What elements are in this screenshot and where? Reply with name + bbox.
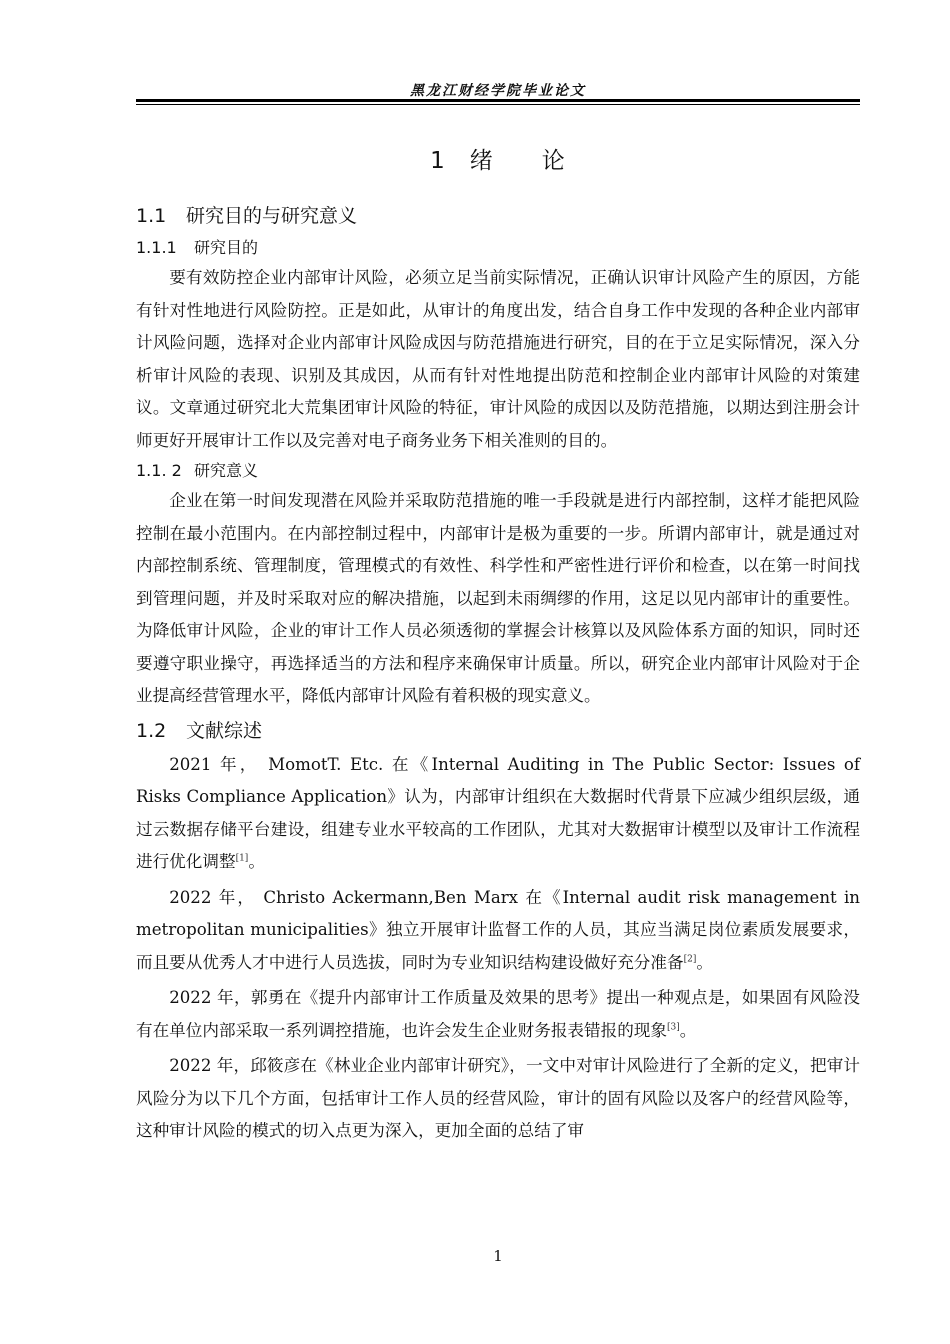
- subsection-heading-1-1-2: [136, 457, 860, 485]
- paragraph-literature-2: [136, 882, 860, 980]
- paragraph-text: 2022 年， Christo Ackermann,Ben Marx 在《Internal audit risk management in metropolitan municipalities》独立开展审计监督工作的人员，其应当满足岗位素质发展要求，而且要从优秀人才中进行人员选拔，同时为专业知识结构建设做好充分准备: [136, 887, 860, 972]
- section-title: 文献综述: [186, 719, 263, 742]
- paragraph-text: 2022 年，郭勇在《提升内部审计工作质量及效果的思考》提出一种观点是，如果固有风险没有在单位内部采取一系列调控措施，也许会发生企业财务报表错报的现象: [136, 988, 860, 1040]
- section-number: 1.2: [136, 719, 167, 742]
- section-number: 1.1: [136, 205, 167, 227]
- header-rule-thin: [136, 104, 860, 105]
- paragraph-text: 2021 年， MomotT. Etc. 在《Internal Auditing in The Public Sector: Issues of Risks Compliance Application》认为，内部审计组织在大数据时代背景下应减少组织层级，通过云数据存储平台建设，组建专业水平较高的工作团队，尤其对大数据审计模型以及审计工作流程进行优化调整: [136, 754, 860, 871]
- section-heading-1-1: [136, 198, 860, 234]
- paragraph-literature-1: [136, 749, 860, 879]
- paragraph-end: 。: [248, 852, 265, 871]
- paragraph-research-significance: 企业在第一时间发现潜在风险并采取防范措施的唯一手段就是进行内部控制，这样才能把风险控制在最小范围内。在内部控制过程中，内部审计是极为重要的一步。所谓内部审计，就是通过对内部控制系统、管理制度，管理模式的有效性、科学性和严密性进行评价和检查，以在第一时间找到管理问题，并及时采取对应的解决措施，以起到未雨绸缪的作用，这足以见内部审计的重要性。为降低审计风险，企业的审计工作人员必须透彻的掌握会计核算以及风险体系方面的知识，同时还要遵守职业操守，再选择适当的方法和程序来确保审计质量。所以，研究企业内部审计风险对于企业提高经营管理水平，降低内部审计风险有着积极的现实意义。: [136, 491, 860, 705]
- paragraph-literature-4: 2022 年，邱筱彦在《林业企业内部审计研究》，一文中对审计风险进行了全新的定义，把审计风险分为以下几个方面，包括审计工作人员的经营风险，审计的固有风险以及客户的经营风险等，这种审计风险的模式的切入点更为深入，更加全面的总结了审: [136, 1056, 860, 1140]
- running-header: 黑龙江财经学院毕业论文: [410, 83, 586, 99]
- section-title: 研究目的与研究意义: [186, 205, 358, 227]
- header-rule-thick: [136, 99, 860, 102]
- subsection-number: 1.1. 2: [136, 461, 182, 480]
- citation-ref: [1]: [235, 853, 249, 864]
- subsection-title: 研究意义: [194, 461, 259, 480]
- page-number: 1: [493, 1247, 503, 1265]
- paragraph-end: 。: [696, 952, 713, 972]
- subsection-title: 研究目的: [194, 238, 259, 257]
- citation-ref: [3]: [667, 1021, 680, 1032]
- citation-ref: [2]: [683, 953, 697, 964]
- subsection-heading-1-1-1: [136, 234, 860, 262]
- chapter-title: 1 绪 论: [430, 148, 566, 174]
- paragraph-literature-3: [136, 982, 860, 1047]
- body-content: [136, 198, 860, 1148]
- paragraph-end: 。: [679, 1020, 697, 1040]
- subsection-number: 1.1.1: [136, 238, 177, 257]
- paragraph-research-purpose: 要有效防控企业内部审计风险，必须立足当前实际情况，正确认识审计风险产生的原因，方能有针对性地进行风险防控。正是如此，从审计的角度出发，结合自身工作中发现的各种企业内部审计风险问题，选择对企业内部审计风险成因与防范措施进行研究，目的在于立足实际情况，深入分析审计风险的表现、识别及其成因，从而有针对性地提出防范和控制企业内部审计风险的对策建议。文章通过研究北大荒集团审计风险的特征，审计风险的成因以及防范措施，以期达到注册会计师更好开展审计工作以及完善对电子商务业务下相关准则的目的。: [136, 268, 860, 450]
- section-heading-1-2: [136, 713, 860, 749]
